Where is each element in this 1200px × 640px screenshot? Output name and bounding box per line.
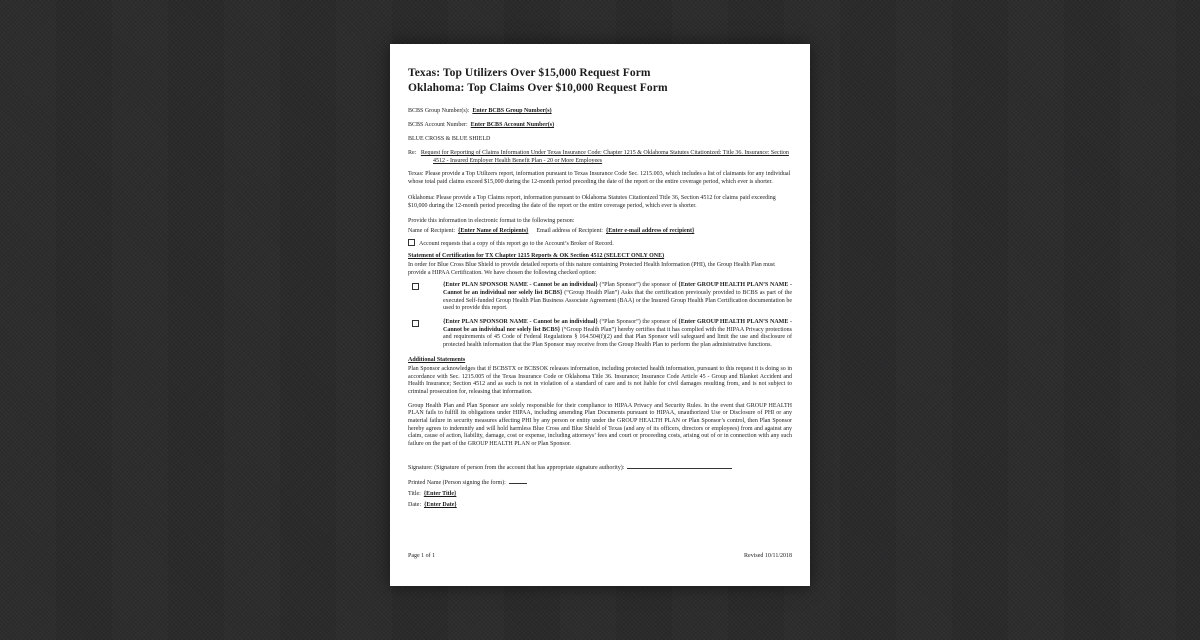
organization-name: BLUE CROSS & BLUE SHIELD: [408, 136, 491, 142]
revised-date: Revised 10/11/2018: [744, 553, 792, 559]
recipient-name-field[interactable]: {Enter Name of Recipients}: [457, 227, 529, 234]
bcbs-account-number-row: [408, 121, 792, 129]
provide-information-line: Provide this information in electronic format to the following person:: [408, 217, 575, 224]
printed-name-row: [408, 477, 792, 487]
certification-option-1: [408, 282, 792, 313]
page-footer: [408, 553, 792, 561]
recipient-row: [408, 227, 792, 235]
form-title-line-2: Oklahoma: Top Claims Over $10,000 Request Form: [408, 81, 668, 94]
document-page: [390, 44, 810, 586]
date-field[interactable]: {Enter Date}: [424, 501, 457, 508]
certification-option-1-checkbox[interactable]: [412, 283, 419, 290]
date-row: [408, 501, 792, 509]
bcbs-account-number-label: BCBS Account Number:: [408, 122, 468, 128]
form-title: [408, 66, 792, 95]
option-1-text: (“Plan Sponsor”) the sponsor of: [597, 282, 679, 289]
signature-blank: [627, 462, 732, 469]
re-subject-text: Request for Reporting of Claims Information Under Texas Insurance Code: Chapter 1215 & Oklahoma Statutes Citationized: Title 36. Insurance: Section 4512 - Insured Employer Health Benefit Plan - 20 or More Employees: [420, 150, 789, 164]
broker-of-record-row: [408, 239, 792, 248]
option-1-text-rest: (“Group Health Plan”) Asks that the certification previously provided to BCBS as part of the executed Self-funded Group Health Plan Business Associate Agreement (BAA) or the Insured Group Health Plan Certification documentation be used to provide this report.: [443, 289, 792, 312]
option-2-text-rest: (“Group Health Plan”) hereby certifies that it has complied with the HIPAA Privacy protections and requirements of 45 Code of Federal Regulations § 164.504(f)(2) and that Plan Sponsor will safeguard and limit the use and disclosure of protected health information that the Plan Sponsor may receive from the Group Health Plan to perform the plan administrative functions.: [443, 326, 792, 349]
re-label: Re:: [408, 150, 417, 156]
bcbs-group-number-field[interactable]: Enter BCBS Group Number(s): [472, 108, 552, 114]
option-2-text: (“Plan Sponsor”) the sponsor of: [597, 319, 679, 326]
signature-row: [408, 462, 792, 472]
date-label: Date:: [408, 501, 421, 508]
recipient-email-field[interactable]: {Enter e-mail address of recipient}: [605, 227, 695, 234]
title-field[interactable]: {Enter Title}: [423, 490, 457, 497]
bcbs-account-number-field[interactable]: Enter BCBS Account Number(s): [470, 122, 555, 128]
additional-statements-heading: Additional Statements: [408, 356, 466, 363]
certification-heading: Statement of Certification for TX Chapter 1215 Reports & OK Section 4512 (SELECT ONLY ONE): [408, 252, 665, 259]
option-1-plan-sponsor-placeholder[interactable]: {Enter PLAN SPONSOR NAME - Cannot be an individual}: [443, 282, 598, 289]
signature-label: Signature: (Signature of person from the account that has appropriate signature authority):: [408, 464, 625, 471]
bcbs-group-number-label: BCBS Group Number(s):: [408, 108, 470, 114]
broker-of-record-checkbox[interactable]: [408, 239, 415, 246]
printed-name-blank: [509, 477, 527, 484]
option-2-group-health-plan-placeholder[interactable]: {Enter GROUP HEALTH PLAN’S NAME - Cannot be an individual nor solely list BCBS}: [443, 319, 792, 333]
texas-instructions-paragraph: Texas: Please provide a Top Utilizers report, information pursuant to Texas Insurance Code Sec. 1215.003, which includes a list of claimants for any individual whose total paid claims exceed $15,000 during the 12-month period preceding the date of the report or the entire coverage period, which ever is shorter.: [408, 171, 791, 185]
certification-option-2: [408, 319, 792, 350]
certification-option-2-checkbox[interactable]: [412, 320, 419, 327]
title-row: [408, 490, 792, 498]
recipient-name-label: Name of Recipient:: [408, 227, 455, 234]
title-label: Title:: [408, 490, 421, 497]
form-title-line-1: Texas: Top Utilizers Over $15,000 Request Form: [408, 67, 651, 79]
page-number: Page 1 of 1: [408, 553, 436, 559]
additional-statements-paragraph-2: Group Health Plan and Plan Sponsor are solely responsible for their compliance to HIPAA Privacy and Security Rules. In the event that GROUP HEALTH PLAN fails to fulfill its obligations under HIPAA, including amending Plan Documents pursuant to HIPAA, unauthorized Use or Disclosure of PHI or any material failure in security measures affecting PHI by any person or entity under the GROUP HEALTH PLAN or Plan Sponsor’s control, then Plan Sponsor hereby agrees to indemnify and will hold harmless Blue Cross and Blue Shield of Texas (and any of its officers, directors or employees) from and against any claim, cause of action, liability, damage, cost or expense, including attorneys’ fees and court or proceeding costs, arising out of or in connection with any such failure on the part of the GROUP HEALTH PLAN or Plan Sponsor.: [408, 402, 792, 448]
bcbs-group-number-row: [408, 107, 792, 115]
option-2-plan-sponsor-placeholder[interactable]: {Enter PLAN SPONSOR NAME - Cannot be an individual}: [443, 319, 598, 326]
option-1-group-health-plan-placeholder[interactable]: {Enter GROUP HEALTH PLAN’S NAME - Cannot be an individual nor solely list BCBS}: [443, 282, 792, 296]
re-subject-line: [408, 149, 792, 165]
oklahoma-instructions-paragraph: Oklahoma: Please provide a Top Claims report, information pursuant to Oklahoma Statutes Citationized Title 36, Section 4512 for claims paid exceeding $10,000 during the 12-month period preceding the date of the report or the entire coverage period, which ever is shorter.: [408, 195, 776, 210]
recipient-email-label: Email address of Recipient:: [536, 227, 603, 234]
additional-statements-paragraph-1: Plan Sponsor acknowledges that if BCBSTX or BCBSOK releases information, including protected health information, pursuant to this request it is doing so in accordance with Sec. 1215.005 of the Texas Insurance Code or Oklahoma Title 36. Insurance; Insurance Code Article 45 - Group and Blanket Accident and Health Insurance; Section 4512 and as such is not in violation of a standard of care and is not liable for civil damages resulting from, and is not subject to criminal prosecution for, releasing that information.: [408, 365, 792, 395]
broker-of-record-label: Account requests that a copy of this report go to the Account’s Broker of Record.: [419, 240, 614, 247]
certification-intro-paragraph: In order for Blue Cross Blue Shield to provide detailed reports of this nature containing Protected Health Information (PHI), the Group Health Plan must provide a HIPAA Certification. We have chosen the following checked option:: [408, 261, 775, 276]
printed-name-label: Printed Name (Person signing the form):: [408, 479, 506, 486]
